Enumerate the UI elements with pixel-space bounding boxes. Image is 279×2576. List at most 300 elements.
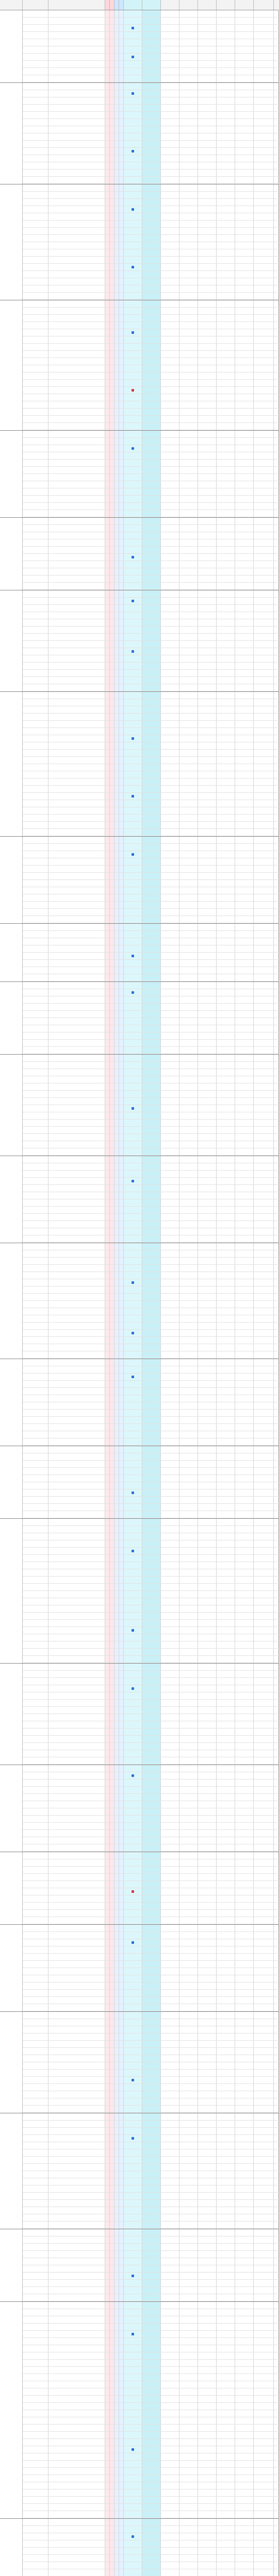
fill-cell-1[interactable] bbox=[124, 822, 142, 828]
plain-cell-4[interactable] bbox=[179, 2294, 198, 2301]
marker-cell-3[interactable] bbox=[114, 1605, 119, 1612]
plain-cell-8[interactable] bbox=[254, 815, 274, 821]
plain-cell-5[interactable] bbox=[198, 866, 217, 872]
fill-cell-1[interactable] bbox=[124, 1134, 142, 1141]
plain-cell-5[interactable] bbox=[198, 1526, 217, 1533]
plain-cell-7[interactable] bbox=[235, 1482, 254, 1489]
plain-cell-7[interactable] bbox=[235, 249, 254, 256]
plain-cell-4[interactable] bbox=[179, 2012, 198, 2019]
name-cell[interactable] bbox=[48, 97, 105, 104]
plain-cell-4[interactable] bbox=[179, 1207, 198, 1213]
plain-cell-3[interactable] bbox=[161, 1511, 179, 1518]
fill-cell-1[interactable] bbox=[124, 634, 142, 640]
marker-cell-1[interactable] bbox=[105, 112, 110, 118]
name-cell[interactable] bbox=[48, 1105, 105, 1112]
plain-cell-4[interactable] bbox=[179, 2302, 198, 2309]
marker-cell-1[interactable] bbox=[105, 18, 110, 24]
subgroup-cell[interactable] bbox=[23, 786, 48, 792]
subgroup-cell[interactable] bbox=[23, 851, 48, 858]
plain-cell-4[interactable] bbox=[179, 1294, 198, 1300]
plain-cell-7[interactable] bbox=[235, 112, 254, 118]
fill-cell-1[interactable] bbox=[124, 112, 142, 118]
section-label[interactable] bbox=[0, 1243, 23, 1359]
marker-cell-3[interactable] bbox=[114, 1337, 119, 1344]
marker-cell-1[interactable] bbox=[105, 1591, 110, 1598]
marker-cell-2[interactable] bbox=[110, 416, 114, 422]
fill-cell-1[interactable] bbox=[124, 329, 142, 336]
plain-cell-7[interactable] bbox=[235, 2077, 254, 2083]
name-cell[interactable] bbox=[48, 1424, 105, 1431]
fill-cell-2[interactable] bbox=[142, 416, 161, 422]
fill-cell-1[interactable] bbox=[124, 1555, 142, 1562]
plain-cell-8[interactable] bbox=[254, 10, 274, 17]
fill-cell-2[interactable] bbox=[142, 1555, 161, 1562]
marker-cell-2[interactable] bbox=[110, 401, 114, 408]
name-cell[interactable] bbox=[48, 1258, 105, 1264]
marker-cell-3[interactable] bbox=[114, 2004, 119, 2011]
plain-cell-7[interactable] bbox=[235, 1641, 254, 1648]
plain-cell-4[interactable] bbox=[179, 148, 198, 155]
subgroup-cell[interactable] bbox=[23, 960, 48, 967]
subgroup-cell[interactable] bbox=[23, 249, 48, 256]
name-cell[interactable] bbox=[48, 1438, 105, 1445]
marker-cell-1[interactable] bbox=[105, 2091, 110, 2098]
plain-cell-6[interactable] bbox=[217, 1171, 235, 1177]
subgroup-cell[interactable] bbox=[23, 1207, 48, 1213]
plain-cell-5[interactable] bbox=[198, 409, 217, 415]
plain-cell-3[interactable] bbox=[161, 322, 179, 329]
plain-cell-8[interactable] bbox=[254, 1272, 274, 1279]
table-row[interactable] bbox=[23, 778, 279, 786]
subgroup-cell[interactable] bbox=[23, 771, 48, 778]
marker-cell-1[interactable] bbox=[105, 1772, 110, 1779]
subgroup-cell[interactable] bbox=[23, 1069, 48, 1076]
marker-cell-3[interactable] bbox=[114, 742, 119, 749]
plain-cell-4[interactable] bbox=[179, 496, 198, 502]
plain-cell-7[interactable] bbox=[235, 1258, 254, 1264]
marker-cell-3[interactable] bbox=[114, 199, 119, 206]
plain-cell-6[interactable] bbox=[217, 1780, 235, 1786]
subgroup-cell[interactable] bbox=[23, 1837, 48, 1844]
plain-cell-3[interactable] bbox=[161, 2055, 179, 2062]
plain-cell-7[interactable] bbox=[235, 300, 254, 307]
fill-cell-1[interactable] bbox=[124, 1598, 142, 1605]
marker-cell-1[interactable] bbox=[105, 2294, 110, 2301]
table-row[interactable] bbox=[23, 2236, 279, 2244]
plain-cell-8[interactable] bbox=[254, 1156, 274, 1163]
subgroup-cell[interactable] bbox=[23, 1816, 48, 1822]
marker-cell-3[interactable] bbox=[114, 213, 119, 220]
plain-cell-6[interactable] bbox=[217, 401, 235, 408]
table-row[interactable] bbox=[23, 1664, 279, 1671]
marker-cell-1[interactable] bbox=[105, 2251, 110, 2258]
section-label[interactable] bbox=[0, 590, 23, 691]
marker-cell-1[interactable] bbox=[105, 1780, 110, 1786]
plain-cell-6[interactable] bbox=[217, 598, 235, 604]
fill-cell-1[interactable] bbox=[124, 1844, 142, 1851]
plain-cell-6[interactable] bbox=[217, 1438, 235, 1445]
subgroup-cell[interactable] bbox=[23, 1374, 48, 1380]
marker-cell-4[interactable] bbox=[119, 1062, 124, 1069]
name-cell[interactable] bbox=[48, 460, 105, 466]
plain-cell-3[interactable] bbox=[161, 1504, 179, 1511]
fill-cell-1[interactable] bbox=[124, 2048, 142, 2055]
fill-cell-2[interactable] bbox=[142, 829, 161, 836]
plain-cell-7[interactable] bbox=[235, 1279, 254, 1286]
plain-cell-5[interactable] bbox=[198, 1613, 217, 1619]
fill-cell-1[interactable] bbox=[124, 1511, 142, 1518]
table-row[interactable] bbox=[23, 1605, 279, 1613]
table-row[interactable] bbox=[23, 2207, 279, 2214]
plain-cell-8[interactable] bbox=[254, 105, 274, 111]
name-cell[interactable] bbox=[48, 1526, 105, 1533]
marker-cell-1[interactable] bbox=[105, 1925, 110, 1931]
subgroup-cell[interactable] bbox=[23, 1961, 48, 1968]
plain-cell-4[interactable] bbox=[179, 2019, 198, 2026]
table-row[interactable] bbox=[23, 1548, 279, 1555]
plain-cell-8[interactable] bbox=[254, 1794, 274, 1801]
fill-cell-1[interactable] bbox=[124, 1032, 142, 1039]
plain-cell-3[interactable] bbox=[161, 699, 179, 706]
marker-cell-4[interactable] bbox=[119, 1431, 124, 1438]
marker-cell-4[interactable] bbox=[119, 438, 124, 445]
plain-cell-4[interactable] bbox=[179, 1627, 198, 1634]
plain-cell-7[interactable] bbox=[235, 235, 254, 242]
plain-cell-3[interactable] bbox=[161, 1801, 179, 1808]
plain-cell-7[interactable] bbox=[235, 308, 254, 314]
table-row[interactable] bbox=[23, 409, 279, 416]
marker-cell-1[interactable] bbox=[105, 2164, 110, 2171]
name-cell[interactable] bbox=[48, 1656, 105, 1663]
plain-cell-5[interactable] bbox=[198, 401, 217, 408]
plain-cell-5[interactable] bbox=[198, 503, 217, 510]
marker-cell-3[interactable] bbox=[114, 822, 119, 828]
plain-cell-8[interactable] bbox=[254, 249, 274, 256]
fill-cell-2[interactable] bbox=[142, 1475, 161, 1482]
plain-cell-8[interactable] bbox=[254, 2128, 274, 2134]
plain-cell-7[interactable] bbox=[235, 909, 254, 916]
marker-cell-2[interactable] bbox=[110, 561, 114, 568]
fill-cell-1[interactable] bbox=[124, 2178, 142, 2185]
subgroup-cell[interactable] bbox=[23, 105, 48, 111]
plain-cell-7[interactable] bbox=[235, 953, 254, 959]
fill-cell-1[interactable] bbox=[124, 2106, 142, 2112]
plain-cell-7[interactable] bbox=[235, 1794, 254, 1801]
marker-cell-1[interactable] bbox=[105, 308, 110, 314]
plain-cell-8[interactable] bbox=[254, 1395, 274, 1402]
marker-cell-2[interactable] bbox=[110, 380, 114, 386]
plain-cell-8[interactable] bbox=[254, 1062, 274, 1069]
fill-cell-2[interactable] bbox=[142, 351, 161, 358]
plain-cell-7[interactable] bbox=[235, 1678, 254, 1685]
fill-cell-1[interactable] bbox=[124, 1613, 142, 1619]
marker-cell-2[interactable] bbox=[110, 793, 114, 800]
subgroup-cell[interactable] bbox=[23, 2287, 48, 2294]
marker-cell-4[interactable] bbox=[119, 750, 124, 756]
plain-cell-4[interactable] bbox=[179, 1141, 198, 1148]
plain-cell-5[interactable] bbox=[198, 423, 217, 430]
fill-cell-1[interactable] bbox=[124, 2331, 142, 2337]
table-row[interactable] bbox=[23, 1678, 279, 1685]
plain-cell-6[interactable] bbox=[217, 2207, 235, 2214]
name-cell[interactable] bbox=[48, 2004, 105, 2011]
plain-cell-4[interactable] bbox=[179, 2331, 198, 2337]
plain-cell-6[interactable] bbox=[217, 2084, 235, 2091]
plain-cell-6[interactable] bbox=[217, 996, 235, 1003]
name-cell[interactable] bbox=[48, 1468, 105, 1475]
plain-cell-3[interactable] bbox=[161, 133, 179, 140]
plain-cell-6[interactable] bbox=[217, 1925, 235, 1931]
plain-cell-4[interactable] bbox=[179, 1641, 198, 1648]
plain-cell-8[interactable] bbox=[254, 1736, 274, 1742]
subgroup-cell[interactable] bbox=[23, 1555, 48, 1562]
plain-cell-6[interactable] bbox=[217, 199, 235, 206]
plain-cell-6[interactable] bbox=[217, 1519, 235, 1526]
plain-cell-7[interactable] bbox=[235, 1025, 254, 1032]
fill-cell-1[interactable] bbox=[124, 1765, 142, 1772]
plain-cell-3[interactable] bbox=[161, 692, 179, 699]
plain-cell-8[interactable] bbox=[254, 2273, 274, 2279]
table-row[interactable] bbox=[23, 742, 279, 750]
plain-cell-3[interactable] bbox=[161, 1823, 179, 1829]
subgroup-cell[interactable] bbox=[23, 1279, 48, 1286]
subgroup-cell[interactable] bbox=[23, 2041, 48, 2047]
plain-cell-4[interactable] bbox=[179, 583, 198, 589]
plain-cell-4[interactable] bbox=[179, 938, 198, 945]
subgroup-cell[interactable] bbox=[23, 742, 48, 749]
marker-cell-4[interactable] bbox=[119, 1178, 124, 1184]
plain-cell-6[interactable] bbox=[217, 851, 235, 858]
table-row[interactable] bbox=[23, 1192, 279, 1199]
marker-cell-3[interactable] bbox=[114, 1634, 119, 1641]
plain-cell-3[interactable] bbox=[161, 1091, 179, 1097]
fill-cell-1[interactable] bbox=[124, 1453, 142, 1460]
table-row[interactable] bbox=[23, 1765, 279, 1772]
plain-cell-3[interactable] bbox=[161, 2236, 179, 2243]
name-cell[interactable] bbox=[48, 1148, 105, 1155]
marker-cell-3[interactable] bbox=[114, 2324, 119, 2330]
plain-cell-3[interactable] bbox=[161, 1083, 179, 1090]
plain-cell-8[interactable] bbox=[254, 25, 274, 31]
fill-cell-2[interactable] bbox=[142, 684, 161, 691]
plain-cell-8[interactable] bbox=[254, 1424, 274, 1431]
marker-cell-2[interactable] bbox=[110, 1431, 114, 1438]
plain-cell-7[interactable] bbox=[235, 677, 254, 684]
marker-cell-2[interactable] bbox=[110, 1540, 114, 1547]
marker-cell-3[interactable] bbox=[114, 1808, 119, 1815]
table-row[interactable] bbox=[23, 924, 279, 931]
marker-cell-3[interactable] bbox=[114, 1446, 119, 1453]
plain-cell-5[interactable] bbox=[198, 285, 217, 292]
table-row[interactable] bbox=[23, 1685, 279, 1692]
marker-cell-1[interactable] bbox=[105, 2200, 110, 2207]
subgroup-cell[interactable] bbox=[23, 1475, 48, 1482]
marker-cell-2[interactable] bbox=[110, 1359, 114, 1366]
fill-cell-1[interactable] bbox=[124, 481, 142, 488]
marker-cell-3[interactable] bbox=[114, 539, 119, 546]
plain-cell-7[interactable] bbox=[235, 684, 254, 691]
plain-cell-6[interactable] bbox=[217, 1410, 235, 1416]
plain-cell-5[interactable] bbox=[198, 1591, 217, 1598]
marker-cell-1[interactable] bbox=[105, 1932, 110, 1939]
subgroup-cell[interactable] bbox=[23, 192, 48, 198]
marker-cell-3[interactable] bbox=[114, 938, 119, 945]
plain-cell-8[interactable] bbox=[254, 1997, 274, 2004]
fill-cell-1[interactable] bbox=[124, 1816, 142, 1822]
fill-cell-2[interactable] bbox=[142, 1787, 161, 1793]
plain-cell-4[interactable] bbox=[179, 162, 198, 169]
plain-cell-6[interactable] bbox=[217, 1497, 235, 1503]
table-row[interactable] bbox=[23, 1721, 279, 1728]
marker-cell-1[interactable] bbox=[105, 39, 110, 46]
table-row[interactable] bbox=[23, 2135, 279, 2142]
subgroup-cell[interactable] bbox=[23, 460, 48, 466]
marker-cell-4[interactable] bbox=[119, 837, 124, 843]
plain-cell-5[interactable] bbox=[198, 1519, 217, 1526]
plain-cell-6[interactable] bbox=[217, 858, 235, 865]
marker-cell-4[interactable] bbox=[119, 460, 124, 466]
plain-cell-4[interactable] bbox=[179, 257, 198, 263]
plain-cell-3[interactable] bbox=[161, 2062, 179, 2069]
marker-cell-1[interactable] bbox=[105, 1315, 110, 1322]
plain-cell-6[interactable] bbox=[217, 242, 235, 249]
subgroup-cell[interactable] bbox=[23, 1315, 48, 1322]
marker-cell-1[interactable] bbox=[105, 598, 110, 604]
table-row[interactable] bbox=[23, 1156, 279, 1163]
marker-cell-2[interactable] bbox=[110, 2287, 114, 2294]
fill-cell-2[interactable] bbox=[142, 445, 161, 452]
name-cell[interactable] bbox=[48, 1047, 105, 1054]
marker-cell-4[interactable] bbox=[119, 1171, 124, 1177]
marker-cell-2[interactable] bbox=[110, 807, 114, 814]
fill-cell-2[interactable] bbox=[142, 742, 161, 749]
subgroup-cell[interactable] bbox=[23, 46, 48, 53]
name-cell[interactable] bbox=[48, 1359, 105, 1366]
fill-cell-1[interactable] bbox=[124, 61, 142, 67]
plain-cell-6[interactable] bbox=[217, 206, 235, 213]
marker-cell-3[interactable] bbox=[114, 1577, 119, 1583]
marker-cell-4[interactable] bbox=[119, 1076, 124, 1083]
subgroup-cell[interactable] bbox=[23, 1185, 48, 1192]
marker-cell-1[interactable] bbox=[105, 1678, 110, 1685]
fill-cell-1[interactable] bbox=[124, 1221, 142, 1228]
fill-cell-2[interactable] bbox=[142, 1032, 161, 1039]
plain-cell-6[interactable] bbox=[217, 2352, 235, 2359]
marker-cell-1[interactable] bbox=[105, 807, 110, 814]
table-row[interactable] bbox=[23, 1453, 279, 1461]
table-row[interactable] bbox=[23, 1656, 279, 1663]
marker-cell-3[interactable] bbox=[114, 648, 119, 655]
subgroup-cell[interactable] bbox=[23, 1482, 48, 1489]
plain-cell-5[interactable] bbox=[198, 1852, 217, 1859]
plain-cell-3[interactable] bbox=[161, 1148, 179, 1155]
plain-cell-4[interactable] bbox=[179, 1728, 198, 1735]
plain-cell-8[interactable] bbox=[254, 1243, 274, 1250]
table-row[interactable] bbox=[23, 583, 279, 590]
plain-cell-8[interactable] bbox=[254, 1315, 274, 1322]
marker-cell-4[interactable] bbox=[119, 1091, 124, 1097]
marker-cell-3[interactable] bbox=[114, 68, 119, 75]
table-row[interactable] bbox=[23, 206, 279, 213]
fill-cell-2[interactable] bbox=[142, 1069, 161, 1076]
marker-cell-1[interactable] bbox=[105, 532, 110, 539]
marker-cell-4[interactable] bbox=[119, 721, 124, 727]
fill-cell-2[interactable] bbox=[142, 815, 161, 821]
fill-cell-2[interactable] bbox=[142, 1214, 161, 1221]
plain-cell-5[interactable] bbox=[198, 612, 217, 619]
plain-cell-6[interactable] bbox=[217, 1402, 235, 1409]
plain-cell-3[interactable] bbox=[161, 2041, 179, 2047]
plain-cell-8[interactable] bbox=[254, 2200, 274, 2207]
subgroup-cell[interactable] bbox=[23, 612, 48, 619]
marker-cell-4[interactable] bbox=[119, 1895, 124, 1902]
marker-cell-3[interactable] bbox=[114, 2273, 119, 2279]
marker-cell-1[interactable] bbox=[105, 300, 110, 307]
marker-cell-2[interactable] bbox=[110, 213, 114, 220]
marker-cell-3[interactable] bbox=[114, 590, 119, 597]
plain-cell-4[interactable] bbox=[179, 1069, 198, 1076]
section-label[interactable] bbox=[0, 1765, 23, 1852]
marker-cell-4[interactable] bbox=[119, 1265, 124, 1272]
fill-cell-1[interactable] bbox=[124, 1482, 142, 1489]
marker-cell-4[interactable] bbox=[119, 714, 124, 720]
marker-cell-3[interactable] bbox=[114, 249, 119, 256]
plain-cell-7[interactable] bbox=[235, 2004, 254, 2011]
plain-cell-4[interactable] bbox=[179, 308, 198, 314]
plain-cell-6[interactable] bbox=[217, 1337, 235, 1344]
plain-cell-6[interactable] bbox=[217, 554, 235, 561]
fill-cell-2[interactable] bbox=[142, 1083, 161, 1090]
plain-cell-8[interactable] bbox=[254, 1750, 274, 1757]
table-row[interactable] bbox=[23, 83, 279, 90]
marker-cell-1[interactable] bbox=[105, 315, 110, 321]
plain-cell-6[interactable] bbox=[217, 2019, 235, 2026]
plain-cell-7[interactable] bbox=[235, 837, 254, 843]
marker-cell-3[interactable] bbox=[114, 2229, 119, 2236]
table-row[interactable] bbox=[23, 800, 279, 807]
plain-cell-3[interactable] bbox=[161, 1388, 179, 1395]
name-cell[interactable] bbox=[48, 793, 105, 800]
fill-cell-1[interactable] bbox=[124, 1337, 142, 1344]
name-cell[interactable] bbox=[48, 2178, 105, 2185]
table-row[interactable] bbox=[23, 2098, 279, 2106]
plain-cell-3[interactable] bbox=[161, 2113, 179, 2120]
subgroup-cell[interactable] bbox=[23, 372, 48, 379]
marker-cell-3[interactable] bbox=[114, 39, 119, 46]
plain-cell-7[interactable] bbox=[235, 1497, 254, 1503]
fill-cell-2[interactable] bbox=[142, 105, 161, 111]
fill-cell-2[interactable] bbox=[142, 1736, 161, 1742]
plain-cell-3[interactable] bbox=[161, 547, 179, 553]
plain-cell-3[interactable] bbox=[161, 372, 179, 379]
fill-cell-2[interactable] bbox=[142, 2302, 161, 2309]
marker-cell-4[interactable] bbox=[119, 228, 124, 234]
marker-cell-1[interactable] bbox=[105, 539, 110, 546]
fill-cell-1[interactable] bbox=[124, 873, 142, 879]
plain-cell-6[interactable] bbox=[217, 728, 235, 735]
fill-cell-1[interactable] bbox=[124, 648, 142, 655]
plain-cell-4[interactable] bbox=[179, 10, 198, 17]
plain-cell-3[interactable] bbox=[161, 2345, 179, 2352]
fill-cell-2[interactable] bbox=[142, 590, 161, 597]
marker-cell-1[interactable] bbox=[105, 481, 110, 488]
plain-cell-3[interactable] bbox=[161, 735, 179, 742]
plain-cell-7[interactable] bbox=[235, 1961, 254, 1968]
name-cell[interactable] bbox=[48, 1228, 105, 1235]
plain-cell-4[interactable] bbox=[179, 423, 198, 430]
plain-cell-3[interactable] bbox=[161, 1156, 179, 1163]
subgroup-cell[interactable] bbox=[23, 1258, 48, 1264]
